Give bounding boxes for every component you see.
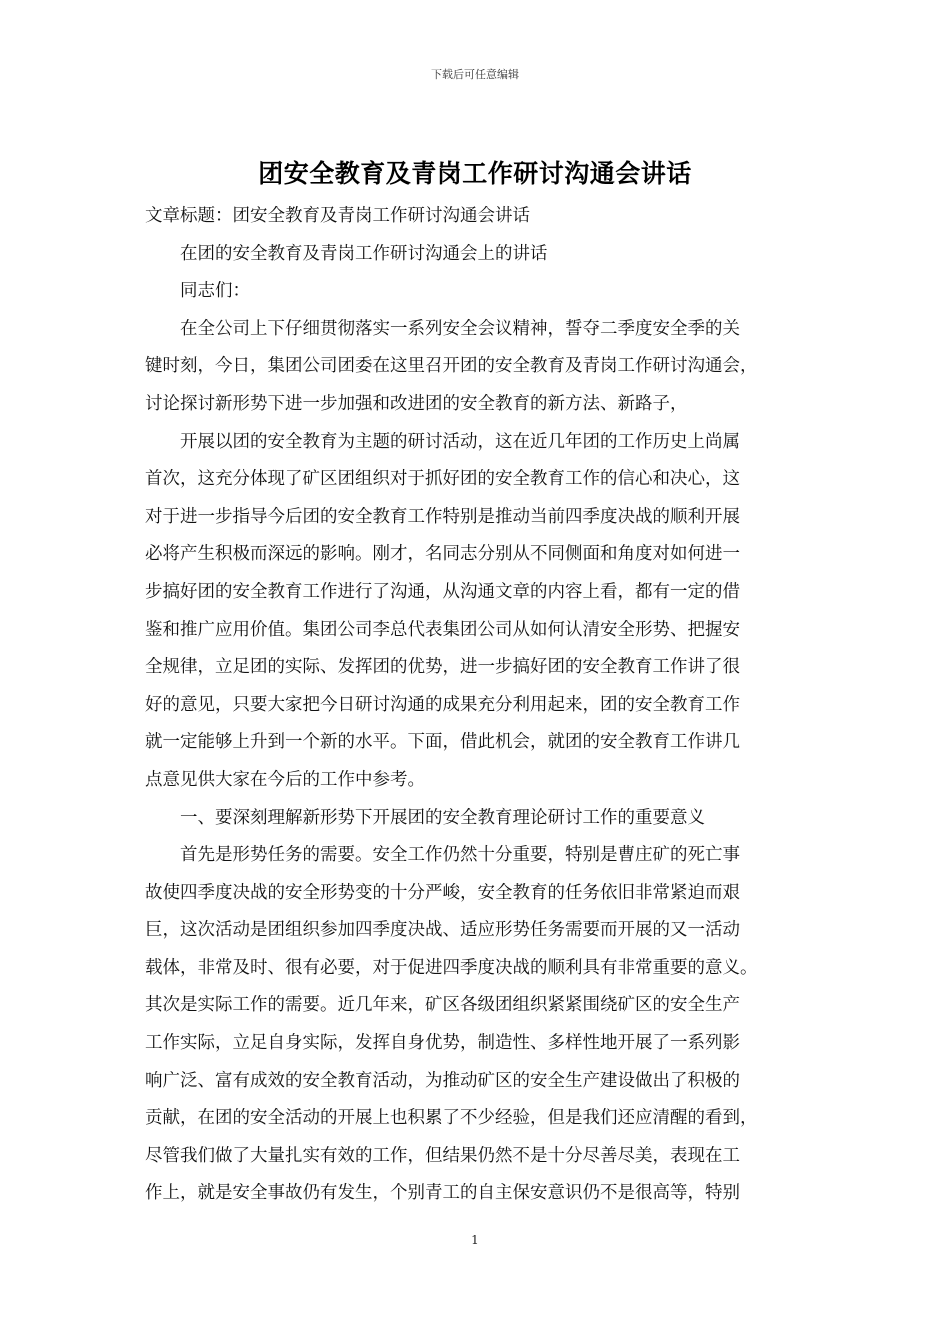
text-line: 一、要深刻理解新形势下开展团的安全教育理论研讨工作的重要意义	[145, 807, 705, 828]
page-number: 1	[471, 1233, 479, 1247]
text-line: 文章标题：团安全教育及青岗工作研讨沟通会讲话	[145, 206, 530, 226]
document-body	[145, 198, 821, 1213]
text-line: 键时刻，今日，集团公司团委在这里召开团的安全教育及青岗工作研讨沟通会，	[145, 356, 758, 377]
text-line: 点意见供大家在今后的工作中参考。	[145, 769, 425, 790]
text-line: 巨，这次活动是团组织参加四季度决战、适应形势任务需要而开展的又一活动	[145, 920, 740, 941]
text-line: 同志们：	[145, 281, 250, 302]
text-line: 全规律，立足团的实际、发挥团的优势，进一步搞好团的安全教育工作讲了很	[145, 657, 740, 678]
header-note: 下载后可任意编辑	[431, 68, 519, 81]
text-line: 对于进一步指导今后团的安全教育工作特别是推动当前四季度决战的顺利开展	[145, 506, 740, 527]
text-line: 好的意见，只要大家把今日研讨沟通的成果充分利用起来，团的安全教育工作	[145, 694, 740, 715]
text-line: 响广泛、富有成效的安全教育活动，为推动矿区的安全生产建设做出了积极的	[145, 1070, 740, 1091]
text-line: 必将产生积极而深远的影响。刚才，名同志分别从不同侧面和角度对如何进一	[145, 544, 740, 565]
text-line: 讨论探讨新形势下进一步加强和改进团的安全教育的新方法、新路子，	[145, 393, 688, 414]
text-line: 故使四季度决战的安全形势变的十分严峻，安全教育的任务依旧非常紧迫而艰	[145, 882, 740, 903]
text-line: 步搞好团的安全教育工作进行了沟通，从沟通文章的内容上看，都有一定的借	[145, 581, 740, 602]
text-line: 载体，非常及时、很有必要，对于促进四季度决战的顺利具有非常重要的意义。	[145, 957, 758, 978]
text-line: 鉴和推广应用价值。集团公司李总代表集团公司从如何认清安全形势、把握安	[145, 619, 740, 640]
text-line: 首次，这充分体现了矿区团组织对于抓好团的安全教育工作的信心和决心，这	[145, 469, 740, 490]
text-line: 就一定能够上升到一个新的水平。下面，借此机会，就团的安全教育工作讲几	[145, 732, 740, 753]
text-line: 其次是实际工作的需要。近几年来，矿区各级团组织紧紧围绕矿区的安全生产	[145, 995, 740, 1016]
text-line: 在团的安全教育及青岗工作研讨沟通会上的讲话	[145, 243, 548, 264]
document-title: 团安全教育及青岗工作研讨沟通会讲话	[258, 159, 692, 188]
text-line: 工作实际，立足自身实际，发挥自身优势，制造性、多样性地开展了一系列影	[145, 1033, 740, 1054]
text-line: 贡献，在团的安全活动的开展上也积累了不少经验，但是我们还应清醒的看到，	[145, 1108, 758, 1129]
text-line: 在全公司上下仔细贯彻落实一系列安全会议精神，誓夺二季度安全季的关	[145, 318, 740, 339]
text-line: 尽管我们做了大量扎实有效的工作，但结果仍然不是十分尽善尽美，表现在工	[145, 1145, 740, 1166]
text-line: 作上，就是安全事故仍有发生，个别青工的自主保安意识仍不是很高等，特别	[145, 1183, 740, 1204]
text-line: 开展以团的安全教育为主题的研讨活动，这在近几年团的工作历史上尚属	[145, 431, 740, 452]
text-line: 首先是形势任务的需要。安全工作仍然十分重要，特别是曹庄矿的死亡事	[145, 845, 740, 866]
